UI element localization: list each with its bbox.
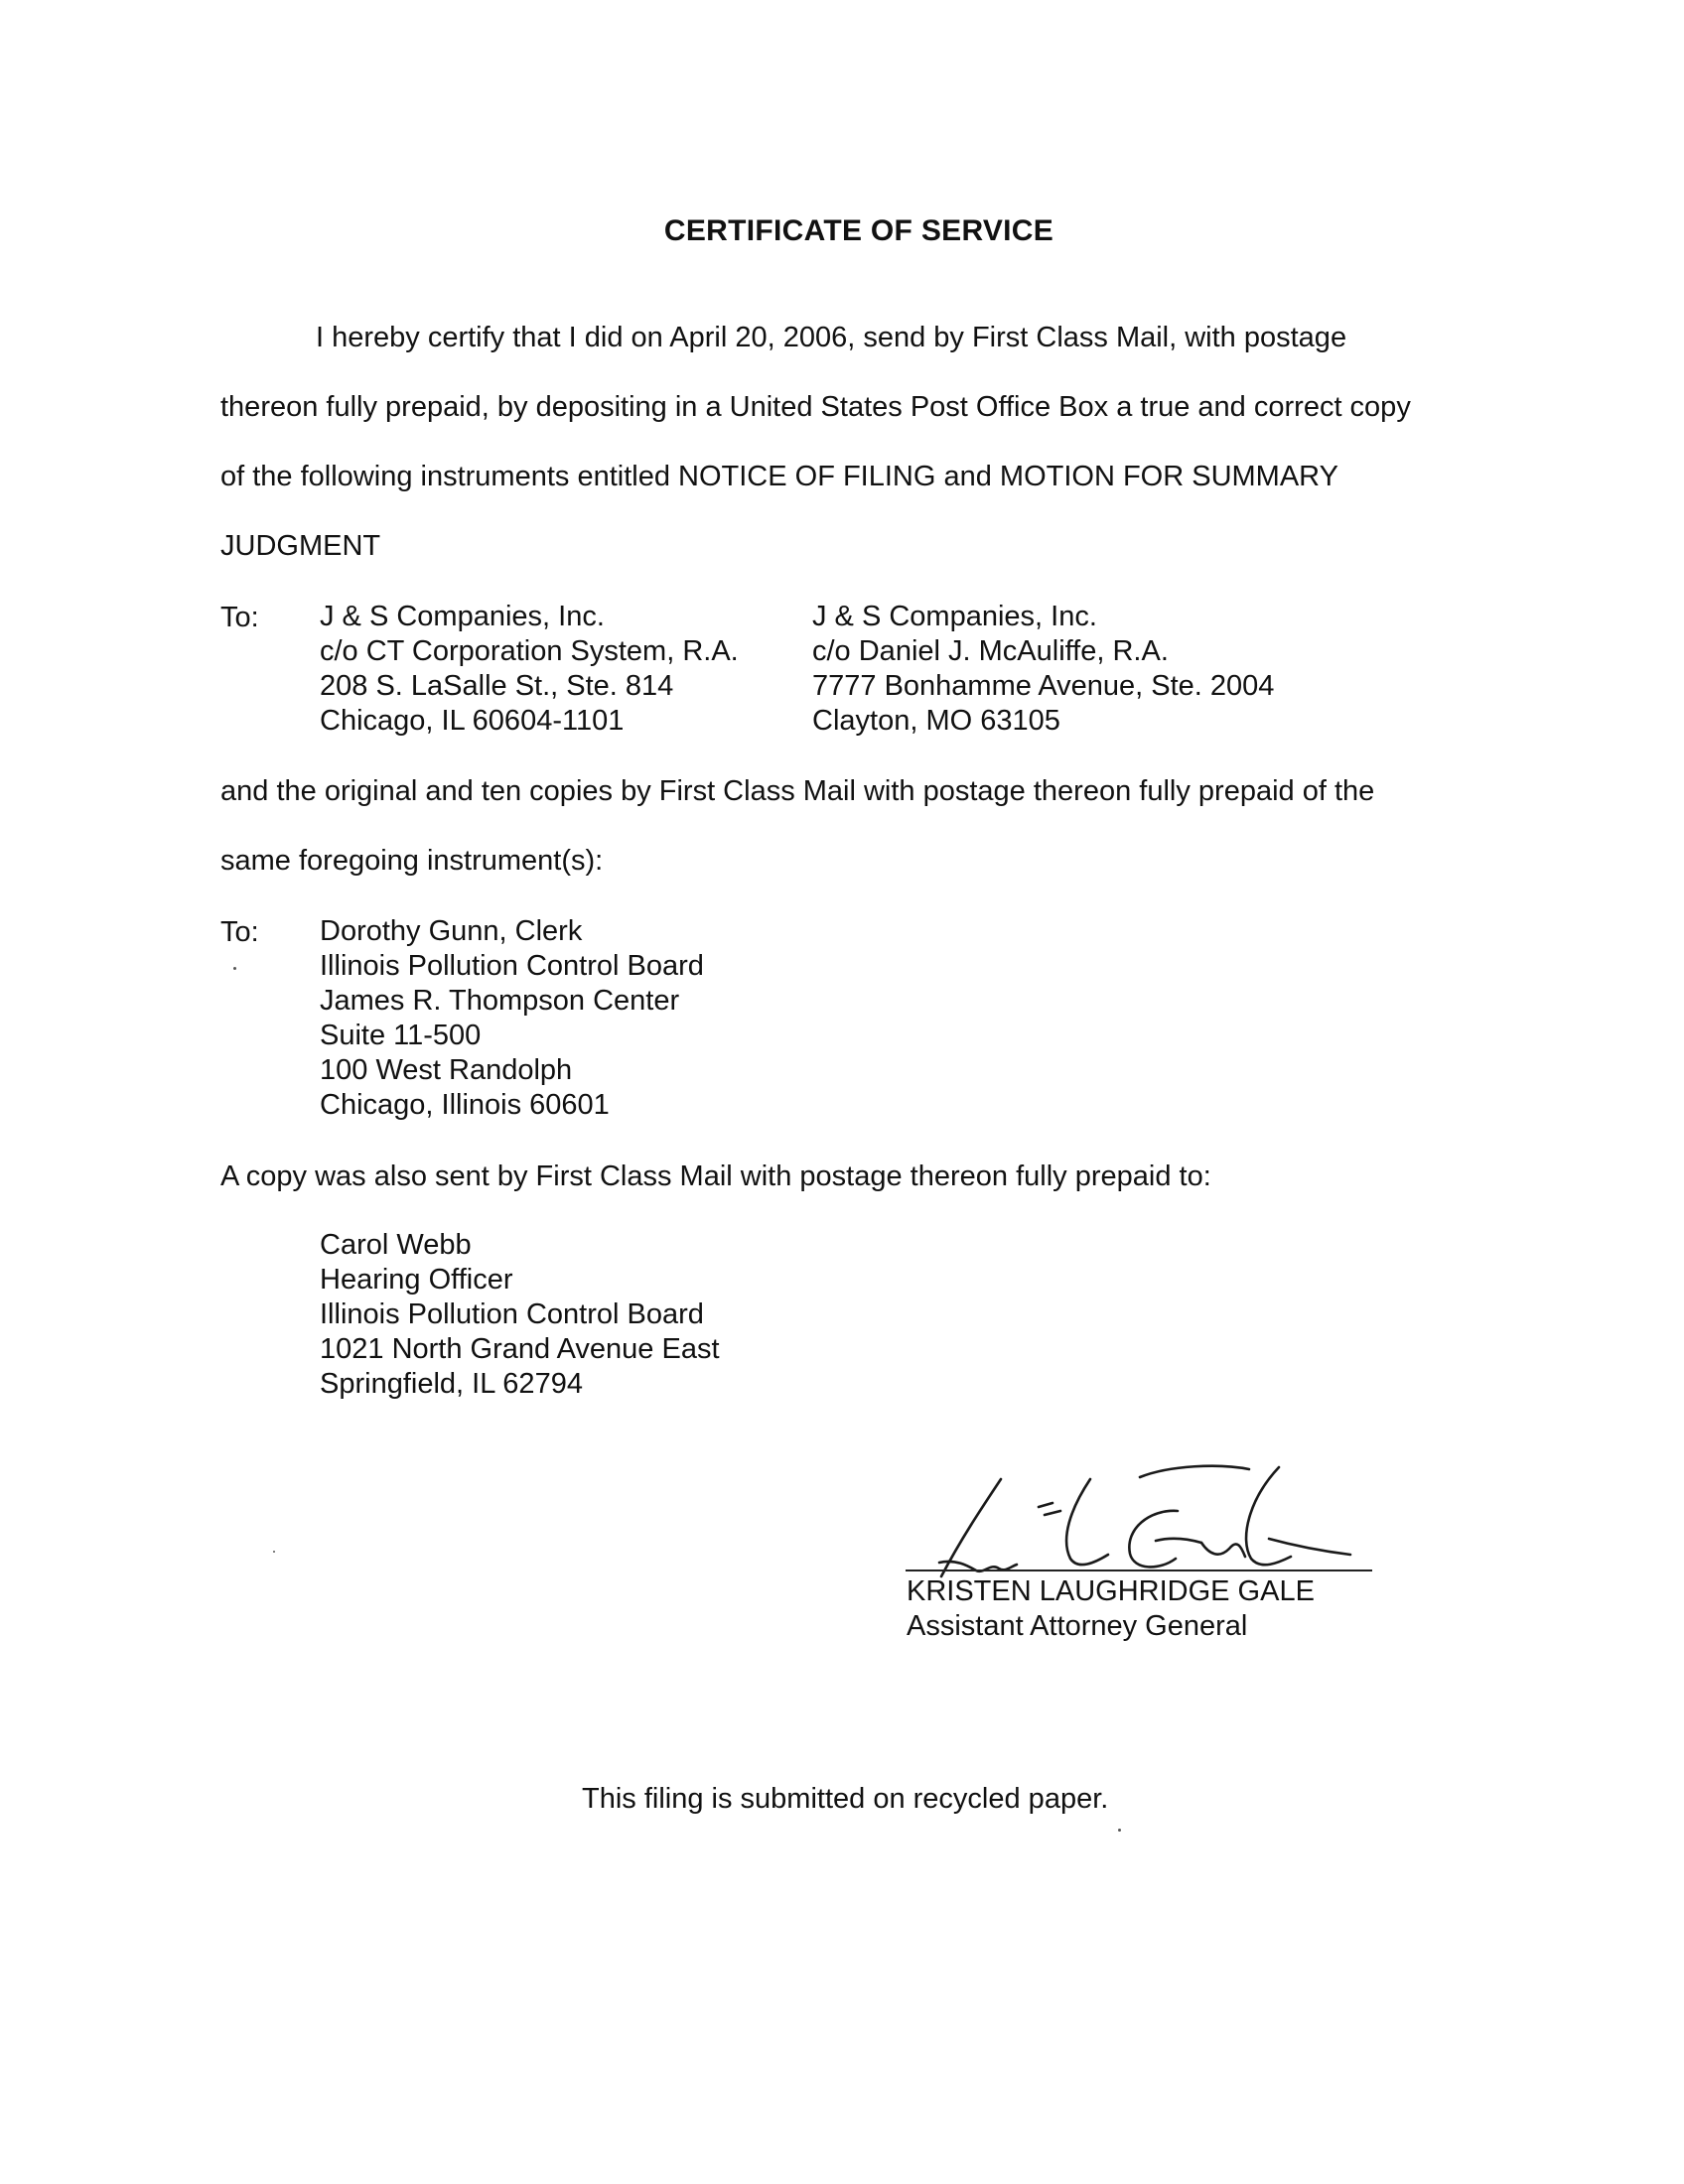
footer-note: This filing is submitted on recycled paper. (582, 1783, 1109, 1815)
signature-line (906, 1570, 1372, 1571)
address-line: Illinois Pollution Control Board (320, 1298, 704, 1330)
document-title: CERTIFICATE OF SERVICE (663, 214, 1054, 247)
paragraph-1-line-2: thereon fully prepaid, by depositing in a United States Post Office Box a true and correct copy (220, 391, 1411, 423)
address-line: Springfield, IL 62794 (320, 1368, 583, 1400)
address-line: Illinois Pollution Control Board (320, 950, 704, 982)
to-label-2: To: (220, 916, 259, 948)
signer-title: Assistant Attorney General (907, 1610, 1248, 1642)
paragraph-1-line-3: of the following instruments entitled NOTICE OF FILING and MOTION FOR SUMMARY (220, 461, 1338, 492)
address-line: c/o CT Corporation System, R.A. (320, 635, 739, 667)
hearing-officer-address (320, 1228, 720, 1402)
clerk-address (320, 914, 704, 1123)
address-line: Hearing Officer (320, 1264, 513, 1296)
recipient-address-right (812, 600, 1274, 739)
scan-speck (233, 967, 236, 970)
paragraph-1-line-4: JUDGMENT (220, 530, 381, 562)
paragraph-2-line-2: same foregoing instrument(s): (220, 845, 604, 877)
paragraph-2-line-1: and the original and ten copies by First Class Mail with postage thereon fully prepaid of the (220, 775, 1375, 807)
address-line: James R. Thompson Center (320, 985, 680, 1017)
address-line: J & S Companies, Inc. (812, 601, 1097, 632)
paragraph-3: A copy was also sent by First Class Mail with postage thereon fully prepaid to: (220, 1160, 1211, 1192)
scan-speck (1118, 1829, 1121, 1832)
recipient-address-left (320, 600, 739, 739)
handwritten-signature (921, 1459, 1368, 1583)
address-line: 1021 North Grand Avenue East (320, 1333, 720, 1365)
address-line: 100 West Randolph (320, 1054, 573, 1086)
address-line: 7777 Bonhamme Avenue, Ste. 2004 (812, 670, 1275, 702)
address-line: Dorothy Gunn, Clerk (320, 915, 583, 947)
signer-name: KRISTEN LAUGHRIDGE GALE (907, 1575, 1315, 1607)
address-line: c/o Daniel J. McAuliffe, R.A. (812, 635, 1169, 667)
address-line: Chicago, IL 60604-1101 (320, 705, 625, 737)
address-line: Suite 11-500 (320, 1020, 482, 1051)
signer-block (907, 1574, 1315, 1644)
address-line: Chicago, Illinois 60601 (320, 1089, 610, 1121)
address-line: Clayton, MO 63105 (812, 705, 1060, 737)
to-label-1: To: (220, 602, 259, 633)
address-line: 208 S. LaSalle St., Ste. 814 (320, 670, 674, 702)
address-line: Carol Webb (320, 1229, 472, 1261)
paragraph-1-line-1: I hereby certify that I did on April 20, 2006, send by First Class Mail, with postage (316, 322, 1347, 353)
scan-speck (273, 1551, 275, 1553)
address-line: J & S Companies, Inc. (320, 601, 605, 632)
